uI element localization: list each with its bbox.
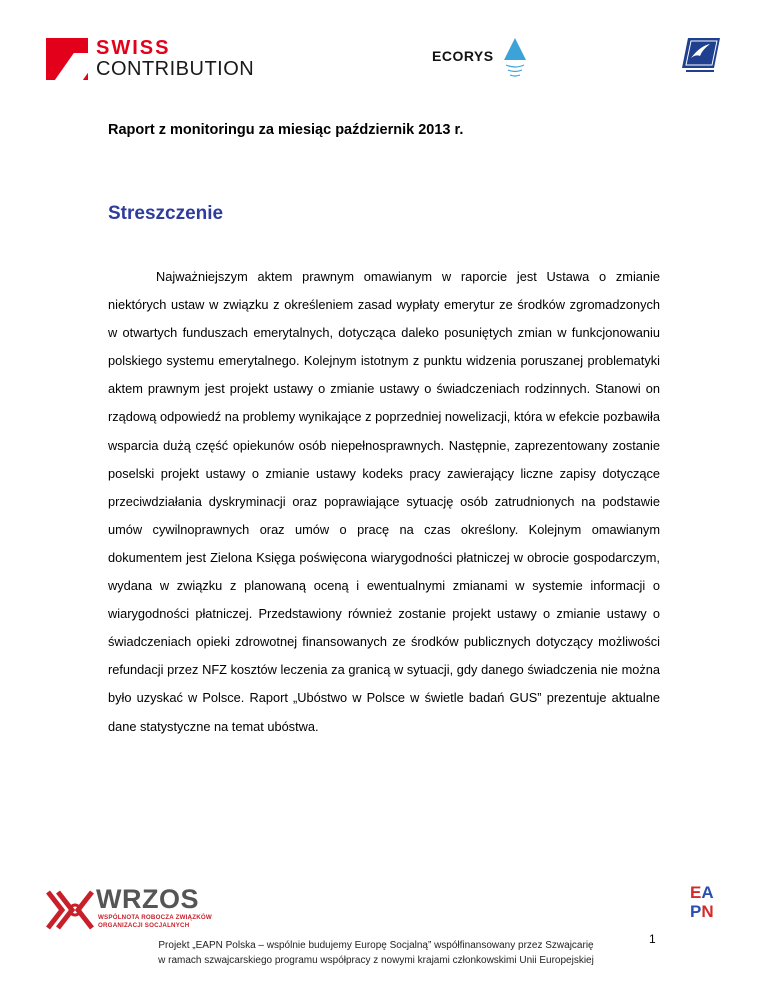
- eapn-logo-row2: [690, 903, 714, 921]
- page-number: 1: [649, 932, 656, 946]
- ecorys-waves-icon: [505, 62, 525, 80]
- swiss-logo-line2: CONTRIBUTION: [96, 58, 255, 80]
- swiss-logo-line1: SWISS: [96, 37, 171, 59]
- ecorys-logo-text: ECORYS: [432, 48, 494, 64]
- wrzos-logo-subtitle-1: WSPÓLNOTA ROBOCZA ZWIĄZKÓW: [98, 914, 212, 921]
- summary-text: Najważniejszym aktem prawnym omawianym w raporcie jest Ustawa o zmianie niektórych ustaw w związku z określeniem zasad wypłaty emerytur ze środków zgromadzonych w otwartych funduszach emerytalnych, dotycząca daleko posuniętych zmian w funkcjonowaniu polskiego systemu emerytalnego. Kolejnym istotnym z punktu widzenia poruszanej problematyki aktem prawnym jest projekt ustawy o zmianie ustawy o świadczeniach rodzinnych. Stanowi on rządową odpowiedź na problemy wynikające z poprzedniej nowelizacji, która w efekcie pozbawiła wsparcia dużą część opiekunów osób niepełnosprawnych. Następnie, zaprezentowany zostanie poselski projekt ustawy o zmianie ustawy kodeks pracy zawierający liczne zapisy dotyczące przeciwdziałania dyskryminacji oraz poprawiające sytuację osób zatrudnionych na podstawie umów cywilnoprawnych oraz umów o pracę na czas określony. Kolejnym omawianym dokumentem jest Zielona Księga poświęcona wiarygodności płatniczej w obrocie gospodarczym, wydana w związku z planowaną oceną i ewentualnymi zmianami w systemie informacji o wiarygodności płatniczej. Przedstawiony również zostanie projekt ustawy o zmianie ustawy o świadczeniach opieki zdrowotnej finansowanych ze środków publicznych dotyczący możliwości refundacji przez NFZ kosztów leczenia za granicą w sytuacji, gdy danego świadczenia nie można było uzyskać w Polsce. Raport „Ubóstwo w Polsce w świetle badań GUS” prezentuje aktualne dane statystyczne na temat ubóstwa.: [108, 269, 660, 734]
- swiss-flag-icon: [46, 38, 88, 80]
- partner-bird-logo: [680, 34, 722, 76]
- eapn-logo: [690, 884, 728, 924]
- eapn-letter-e: E: [690, 883, 702, 902]
- eapn-logo-row1: [690, 884, 714, 902]
- ecorys-triangle-icon: [504, 38, 526, 60]
- swiss-contribution-logo: [46, 38, 256, 80]
- report-title: Raport z monitoringu za miesiąc październik 2013 r.: [108, 122, 464, 138]
- ecorys-logo: [432, 38, 528, 82]
- footer-text: [108, 938, 644, 968]
- section-heading: Streszczenie: [108, 203, 224, 224]
- footer-line-1: Projekt „EAPN Polska – wspólnie budujemy Europę Socjalną” współfinansowany przez Szwajcarię: [158, 940, 594, 951]
- wrzos-logo-name: WRZOS: [96, 884, 199, 914]
- wrzos-logo-subtitle-2: ORGANIZACJI SOCJALNYCH: [98, 922, 190, 929]
- wrzos-logo: [44, 884, 234, 944]
- eapn-letter-p: P: [690, 902, 702, 921]
- summary-paragraph: [108, 263, 660, 741]
- footer-line-2: w ramach szwajcarskiego programu współpracy z nowymi krajami członkowskimi Unii Europejskiej: [158, 955, 594, 966]
- wrzos-mark-icon: [44, 888, 96, 932]
- eapn-letter-n: N: [701, 902, 714, 921]
- eapn-letter-a: A: [701, 883, 714, 902]
